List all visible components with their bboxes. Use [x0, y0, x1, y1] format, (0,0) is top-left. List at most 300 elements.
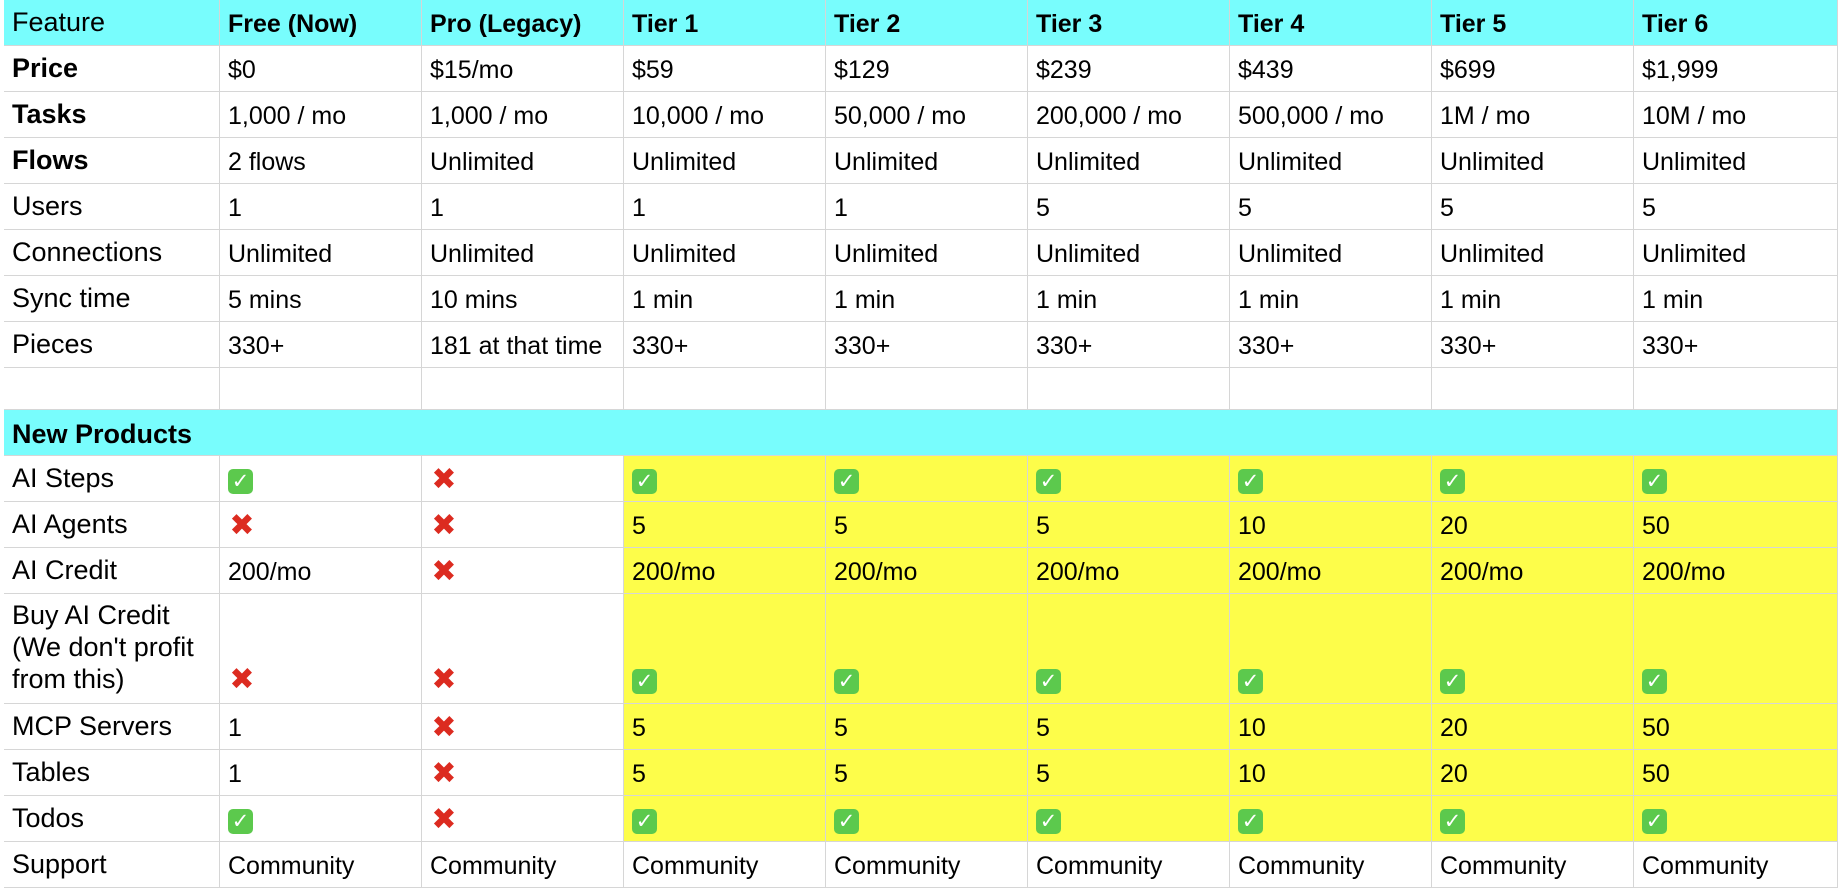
value-text: Community — [632, 852, 759, 880]
value-cell[interactable] — [1230, 842, 1432, 888]
header-cell-tier[interactable] — [1634, 0, 1838, 46]
value-cell[interactable] — [1432, 796, 1634, 842]
value-cell[interactable] — [422, 276, 624, 322]
value-text: 5 — [1036, 194, 1050, 222]
check-mark-icon: ✓ — [632, 669, 657, 694]
value-cell[interactable] — [1028, 456, 1230, 502]
value-text: Unlimited — [632, 148, 737, 176]
column-header-label: Tier 1 — [632, 10, 699, 38]
empty-cell[interactable] — [1634, 368, 1838, 410]
feature-cell[interactable] — [4, 230, 220, 276]
value-cell[interactable] — [220, 842, 422, 888]
value-text: 5 — [1036, 760, 1050, 788]
value-cell[interactable] — [624, 46, 826, 92]
check-mark-icon: ✓ — [228, 469, 253, 494]
value-text: 330+ — [1036, 332, 1093, 360]
value-cell[interactable] — [1432, 842, 1634, 888]
value-cell[interactable] — [624, 276, 826, 322]
value-text: 200/mo — [1036, 558, 1120, 586]
value-text: 200,000 / mo — [1036, 102, 1182, 130]
value-text: $699 — [1440, 56, 1496, 84]
value-cell[interactable] — [1230, 46, 1432, 92]
value-text: 5 — [1036, 714, 1050, 742]
value-text: 5 — [1440, 194, 1454, 222]
value-cell[interactable] — [1634, 276, 1838, 322]
value-cell[interactable] — [1634, 502, 1838, 548]
value-text: 1 min — [1440, 286, 1502, 314]
value-cell[interactable] — [624, 184, 826, 230]
value-text: 10M / mo — [1642, 102, 1747, 130]
feature-label: AI Steps — [12, 463, 115, 493]
value-cell[interactable] — [220, 548, 422, 594]
value-cell[interactable] — [1230, 548, 1432, 594]
value-cell[interactable] — [1028, 704, 1230, 750]
value-cell[interactable] — [220, 138, 422, 184]
value-text: 5 — [1642, 194, 1656, 222]
empty-cell[interactable] — [826, 368, 1028, 410]
column-header-label: Free (Now) — [228, 10, 358, 38]
value-text: 5 — [834, 714, 848, 742]
value-cell[interactable] — [1634, 46, 1838, 92]
value-cell[interactable] — [422, 750, 624, 796]
feature-label: Price — [12, 53, 79, 83]
value-cell[interactable] — [1432, 230, 1634, 276]
value-cell[interactable] — [624, 502, 826, 548]
check-mark-icon: ✓ — [632, 809, 657, 834]
check-mark-icon: ✓ — [1036, 669, 1061, 694]
value-text: 1 — [430, 194, 444, 222]
value-text: $0 — [228, 56, 256, 84]
feature-label-line: (We don't profit — [12, 632, 194, 662]
value-cell[interactable] — [826, 704, 1028, 750]
check-mark-icon: ✓ — [228, 809, 253, 834]
value-text: Unlimited — [228, 240, 333, 268]
value-cell[interactable] — [220, 92, 422, 138]
value-text: 330+ — [228, 332, 285, 360]
value-cell[interactable] — [1634, 92, 1838, 138]
value-text: Unlimited — [1036, 148, 1141, 176]
value-cell[interactable] — [1432, 138, 1634, 184]
column-header-label: Tier 5 — [1440, 10, 1507, 38]
value-text: 1 — [228, 760, 242, 788]
header-cell-tier[interactable] — [624, 0, 826, 46]
value-text: Community — [1238, 852, 1365, 880]
value-cell[interactable] — [1230, 704, 1432, 750]
value-cell[interactable] — [1432, 456, 1634, 502]
header-cell-tier[interactable] — [1028, 0, 1230, 46]
value-cell[interactable] — [624, 594, 826, 704]
value-cell[interactable] — [1634, 594, 1838, 704]
section-header[interactable] — [4, 410, 1838, 456]
column-header-label: Feature — [12, 7, 106, 37]
value-text: Community — [1642, 852, 1769, 880]
value-text: 5 — [1036, 512, 1050, 540]
value-text: 1,000 / mo — [430, 102, 549, 130]
empty-cell[interactable] — [220, 368, 422, 410]
value-cell[interactable] — [1634, 548, 1838, 594]
empty-cell[interactable] — [4, 368, 220, 410]
value-text: 1M / mo — [1440, 102, 1531, 130]
value-cell[interactable] — [1432, 322, 1634, 368]
check-mark-icon: ✓ — [1642, 469, 1667, 494]
feature-label: Tables — [12, 757, 91, 787]
value-cell[interactable] — [624, 322, 826, 368]
value-text: 5 — [1238, 194, 1252, 222]
feature-label: Sync time — [12, 283, 131, 313]
value-cell[interactable] — [826, 796, 1028, 842]
value-text: 50 — [1642, 714, 1670, 742]
value-cell[interactable] — [220, 502, 422, 548]
value-cell[interactable] — [1230, 456, 1432, 502]
value-text: Unlimited — [430, 148, 535, 176]
value-cell[interactable] — [1230, 594, 1432, 704]
value-cell[interactable] — [1432, 46, 1634, 92]
value-text: 330+ — [1440, 332, 1497, 360]
value-text: 5 mins — [228, 286, 302, 314]
value-text: Unlimited — [632, 240, 737, 268]
feature-label: MCP Servers — [12, 711, 173, 741]
check-mark-icon: ✓ — [632, 469, 657, 494]
feature-label: Tasks — [12, 99, 87, 129]
value-text: 20 — [1440, 512, 1468, 540]
value-text: Unlimited — [1238, 148, 1343, 176]
value-cell[interactable] — [220, 796, 422, 842]
value-cell[interactable] — [1432, 750, 1634, 796]
value-text: Community — [1440, 852, 1567, 880]
value-cell[interactable] — [1230, 502, 1432, 548]
value-cell[interactable] — [422, 92, 624, 138]
value-text: Unlimited — [1036, 240, 1141, 268]
value-cell[interactable] — [826, 594, 1028, 704]
value-cell[interactable] — [1028, 92, 1230, 138]
value-cell[interactable] — [1230, 796, 1432, 842]
value-text: $15/mo — [430, 56, 514, 84]
value-cell[interactable] — [826, 92, 1028, 138]
value-cell[interactable] — [1634, 184, 1838, 230]
value-text: 181 at that time — [430, 332, 603, 360]
value-cell[interactable] — [1432, 92, 1634, 138]
value-text: 330+ — [632, 332, 689, 360]
feature-cell[interactable] — [4, 322, 220, 368]
cross-mark-icon: ✖ — [431, 554, 457, 589]
value-cell[interactable] — [1634, 842, 1838, 888]
check-mark-icon: ✓ — [834, 469, 859, 494]
value-text: 1 min — [1642, 286, 1704, 314]
value-text: 330+ — [1642, 332, 1699, 360]
feature-cell[interactable] — [4, 92, 220, 138]
column-header-label: Tier 2 — [834, 10, 901, 38]
check-mark-icon: ✓ — [1036, 469, 1061, 494]
value-cell[interactable] — [422, 138, 624, 184]
value-text: 10,000 / mo — [632, 102, 765, 130]
feature-cell[interactable] — [4, 704, 220, 750]
value-text: Unlimited — [430, 240, 535, 268]
value-cell[interactable] — [826, 842, 1028, 888]
value-cell[interactable] — [1230, 322, 1432, 368]
value-cell[interactable] — [1028, 548, 1230, 594]
value-cell[interactable] — [624, 92, 826, 138]
feature-cell[interactable] — [4, 842, 220, 888]
check-mark-icon: ✓ — [1440, 809, 1465, 834]
value-cell[interactable] — [1028, 184, 1230, 230]
feature-label-line: from this) — [12, 664, 125, 694]
value-cell[interactable] — [826, 548, 1028, 594]
value-cell[interactable] — [1432, 548, 1634, 594]
value-text: 50 — [1642, 760, 1670, 788]
value-cell[interactable] — [624, 704, 826, 750]
value-cell[interactable] — [220, 750, 422, 796]
value-cell[interactable] — [220, 46, 422, 92]
value-cell[interactable] — [1028, 750, 1230, 796]
check-mark-icon: ✓ — [1642, 809, 1667, 834]
value-cell[interactable] — [422, 230, 624, 276]
feature-label — [12, 599, 194, 695]
value-cell[interactable] — [826, 184, 1028, 230]
value-cell[interactable] — [1634, 138, 1838, 184]
value-text: $129 — [834, 56, 890, 84]
feature-cell[interactable] — [4, 456, 220, 502]
value-cell[interactable] — [1028, 276, 1230, 322]
value-cell[interactable] — [422, 456, 624, 502]
value-text: Unlimited — [834, 240, 939, 268]
value-text: Community — [834, 852, 961, 880]
feature-label: Connections — [12, 237, 163, 267]
value-cell[interactable] — [1028, 322, 1230, 368]
value-text: 1,000 / mo — [228, 102, 347, 130]
value-cell[interactable] — [826, 230, 1028, 276]
value-cell[interactable] — [1230, 276, 1432, 322]
value-cell[interactable] — [624, 796, 826, 842]
value-text: 1 — [228, 714, 242, 742]
empty-cell[interactable] — [1230, 368, 1432, 410]
cross-mark-icon: ✖ — [431, 662, 457, 697]
value-text: 10 — [1238, 512, 1266, 540]
value-cell[interactable] — [1230, 184, 1432, 230]
value-cell[interactable] — [220, 704, 422, 750]
feature-cell[interactable] — [4, 548, 220, 594]
value-cell[interactable] — [220, 230, 422, 276]
value-cell[interactable] — [624, 750, 826, 796]
value-cell[interactable] — [1634, 750, 1838, 796]
value-text: 20 — [1440, 760, 1468, 788]
value-cell[interactable] — [1432, 704, 1634, 750]
value-cell[interactable] — [1230, 230, 1432, 276]
value-text: $239 — [1036, 56, 1092, 84]
value-cell[interactable] — [422, 46, 624, 92]
value-text: 330+ — [1238, 332, 1295, 360]
feature-label: Support — [12, 849, 107, 879]
value-text: 1 — [834, 194, 848, 222]
value-cell[interactable] — [826, 276, 1028, 322]
value-cell[interactable] — [1028, 46, 1230, 92]
value-text: 5 — [632, 512, 646, 540]
feature-label: Pieces — [12, 329, 94, 359]
value-text: 1 — [228, 194, 242, 222]
cross-mark-icon: ✖ — [431, 462, 457, 497]
value-text: $1,999 — [1642, 56, 1719, 84]
cross-mark-icon: ✖ — [431, 508, 457, 543]
value-text: 50 — [1642, 512, 1670, 540]
value-cell[interactable] — [1230, 92, 1432, 138]
value-cell[interactable] — [1028, 138, 1230, 184]
column-header-label: Tier 4 — [1238, 10, 1305, 38]
feature-label: AI Agents — [12, 509, 128, 539]
feature-label: Flows — [12, 145, 89, 175]
feature-label-line: Buy AI Credit — [12, 600, 170, 630]
value-cell[interactable] — [1230, 138, 1432, 184]
value-cell[interactable] — [826, 46, 1028, 92]
value-cell[interactable] — [1432, 276, 1634, 322]
value-cell[interactable] — [624, 456, 826, 502]
cross-mark-icon: ✖ — [229, 662, 255, 697]
cross-mark-icon: ✖ — [431, 756, 457, 791]
empty-cell[interactable] — [1432, 368, 1634, 410]
section-title: New Products — [12, 419, 193, 449]
value-text: Unlimited — [1440, 148, 1545, 176]
value-text: 10 — [1238, 760, 1266, 788]
value-cell[interactable] — [1028, 502, 1230, 548]
value-cell[interactable] — [220, 276, 422, 322]
value-text: 1 min — [1036, 286, 1098, 314]
value-cell[interactable] — [220, 322, 422, 368]
column-header-label: Tier 6 — [1642, 10, 1709, 38]
value-cell[interactable] — [422, 704, 624, 750]
value-cell[interactable] — [1028, 594, 1230, 704]
value-cell[interactable] — [826, 750, 1028, 796]
pricing-table — [4, 0, 1838, 888]
value-text: 1 min — [632, 286, 694, 314]
value-cell[interactable] — [1432, 594, 1634, 704]
value-cell[interactable] — [1432, 502, 1634, 548]
header-cell-tier[interactable] — [1432, 0, 1634, 46]
value-cell[interactable] — [1634, 322, 1838, 368]
check-mark-icon: ✓ — [1642, 669, 1667, 694]
value-cell[interactable] — [826, 138, 1028, 184]
value-text: 200/mo — [1642, 558, 1726, 586]
value-cell[interactable] — [624, 230, 826, 276]
value-cell[interactable] — [1028, 796, 1230, 842]
check-mark-icon: ✓ — [834, 809, 859, 834]
header-cell-feature[interactable] — [4, 0, 220, 46]
header-cell-tier[interactable] — [1230, 0, 1432, 46]
value-cell[interactable] — [826, 502, 1028, 548]
value-text: 200/mo — [1238, 558, 1322, 586]
check-mark-icon: ✓ — [1440, 469, 1465, 494]
value-text: 5 — [834, 512, 848, 540]
value-text: 200/mo — [834, 558, 918, 586]
value-text: 5 — [834, 760, 848, 788]
value-cell[interactable] — [220, 184, 422, 230]
value-text: 200/mo — [228, 558, 312, 586]
feature-cell[interactable] — [4, 46, 220, 92]
value-text: 50,000 / mo — [834, 102, 967, 130]
value-text: 5 — [632, 714, 646, 742]
value-cell[interactable] — [826, 456, 1028, 502]
check-mark-icon: ✓ — [1036, 809, 1061, 834]
feature-cell[interactable] — [4, 184, 220, 230]
value-cell[interactable] — [624, 548, 826, 594]
value-cell[interactable] — [826, 322, 1028, 368]
feature-label: Todos — [12, 803, 85, 833]
check-mark-icon: ✓ — [834, 669, 859, 694]
empty-cell[interactable] — [624, 368, 826, 410]
value-text: 5 — [632, 760, 646, 788]
value-text: 500,000 / mo — [1238, 102, 1384, 130]
value-cell[interactable] — [624, 138, 826, 184]
check-mark-icon: ✓ — [1238, 809, 1263, 834]
value-text: 200/mo — [1440, 558, 1524, 586]
value-cell[interactable] — [422, 184, 624, 230]
feature-cell[interactable] — [4, 750, 220, 796]
feature-label: AI Credit — [12, 555, 118, 585]
value-cell[interactable] — [1230, 750, 1432, 796]
value-cell[interactable] — [1028, 230, 1230, 276]
cross-mark-icon: ✖ — [431, 802, 457, 837]
value-text: Unlimited — [1642, 240, 1747, 268]
header-cell-tier[interactable] — [422, 0, 624, 46]
value-cell[interactable] — [422, 594, 624, 704]
value-text: 10 mins — [430, 286, 518, 314]
check-mark-icon: ✓ — [1238, 669, 1263, 694]
empty-cell[interactable] — [422, 368, 624, 410]
value-cell[interactable] — [422, 502, 624, 548]
value-text: Community — [228, 852, 355, 880]
cross-mark-icon: ✖ — [431, 710, 457, 745]
value-text: 330+ — [834, 332, 891, 360]
value-text: Community — [430, 852, 557, 880]
value-text: 200/mo — [632, 558, 716, 586]
value-cell[interactable] — [422, 796, 624, 842]
value-text: 1 — [632, 194, 646, 222]
feature-label: Users — [12, 191, 83, 221]
value-text: Unlimited — [1440, 240, 1545, 268]
empty-cell[interactable] — [1028, 368, 1230, 410]
value-text: Unlimited — [1238, 240, 1343, 268]
feature-cell[interactable] — [4, 796, 220, 842]
value-text: Community — [1036, 852, 1163, 880]
value-cell[interactable] — [1432, 184, 1634, 230]
value-text: 20 — [1440, 714, 1468, 742]
value-cell[interactable] — [422, 842, 624, 888]
check-mark-icon: ✓ — [1440, 669, 1465, 694]
value-text: 1 min — [834, 286, 896, 314]
column-header-label: Pro (Legacy) — [430, 10, 582, 38]
feature-cell[interactable] — [4, 138, 220, 184]
header-cell-tier[interactable] — [826, 0, 1028, 46]
feature-cell[interactable] — [4, 594, 220, 704]
value-cell[interactable] — [1028, 842, 1230, 888]
value-cell[interactable] — [1634, 456, 1838, 502]
value-cell[interactable] — [624, 842, 826, 888]
value-cell[interactable] — [422, 548, 624, 594]
feature-cell[interactable] — [4, 276, 220, 322]
value-text: Unlimited — [834, 148, 939, 176]
feature-cell[interactable] — [4, 502, 220, 548]
value-cell[interactable] — [1634, 230, 1838, 276]
value-text: Unlimited — [1642, 148, 1747, 176]
value-text: 2 flows — [228, 148, 306, 176]
value-cell[interactable] — [220, 456, 422, 502]
header-cell-tier[interactable] — [220, 0, 422, 46]
column-header-label: Tier 3 — [1036, 10, 1103, 38]
value-cell[interactable] — [1634, 796, 1838, 842]
check-mark-icon: ✓ — [1238, 469, 1263, 494]
value-text: $439 — [1238, 56, 1294, 84]
value-cell[interactable] — [220, 594, 422, 704]
value-text: $59 — [632, 56, 674, 84]
value-cell[interactable] — [422, 322, 624, 368]
value-cell[interactable] — [1634, 704, 1838, 750]
